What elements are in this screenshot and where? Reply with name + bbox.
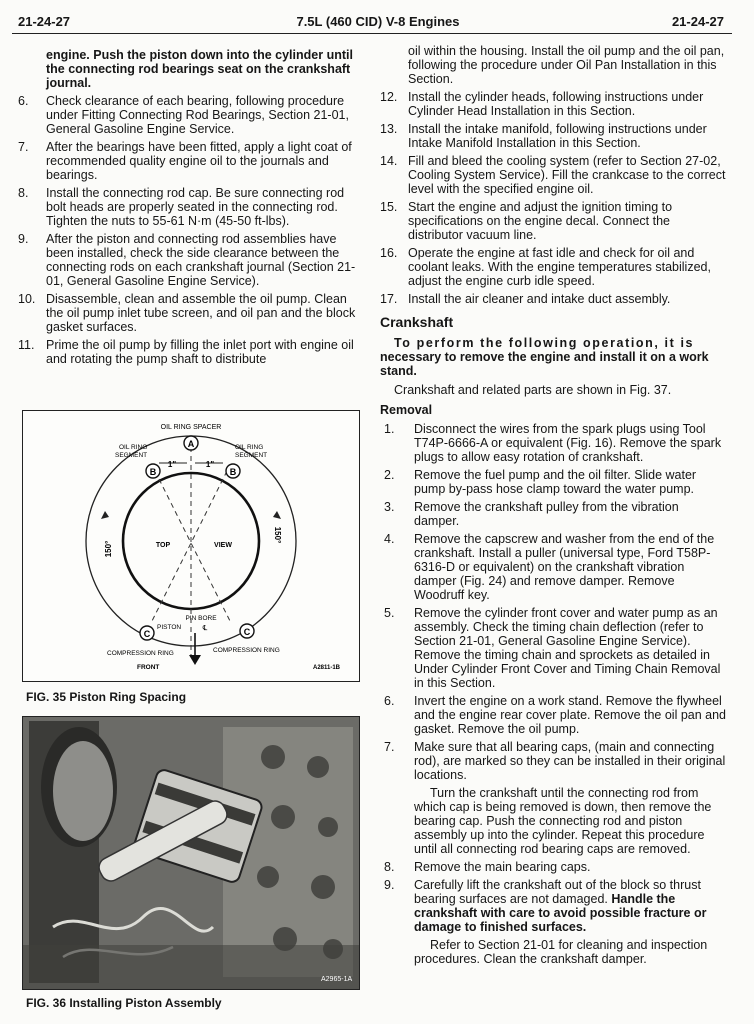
page-header: [0, 0, 754, 34]
removal-step-7: [380, 740, 726, 782]
label-compression-ring-left: COMPRESSION RING: [107, 650, 174, 657]
step-number: 2.: [384, 468, 395, 482]
step-text: Remove the crankshaft pulley from the vibration damper.: [414, 500, 679, 528]
label-pin-bore-symbol: ℄: [202, 625, 208, 632]
right-continuation-paragraph: oil within the housing. Install the oil pump and the oil pan, following the procedure under Oil Pan Installation in this Section.: [408, 44, 725, 86]
lower-shadow: [23, 945, 359, 989]
step-text: Install the air cleaner and intake duct assembly.: [408, 292, 671, 306]
page-title: 7.5L (460 CID) V-8 Engines: [296, 14, 460, 29]
step-text: Remove the fuel pump and the oil filter. Slide water pump by-pass hose clamp toward the water pump.: [414, 468, 697, 496]
step-text: Install the connecting rod cap. Be sure connecting rod bolt heads are properly seated in the connecting rod. Tighten the nuts to 55-61 N·m (45-50 ft-lbs).: [46, 186, 345, 228]
step-number: 9.: [18, 232, 29, 246]
warning-rest: necessary to remove the engine and install it on a work stand.: [380, 350, 709, 378]
step-14: [380, 154, 726, 196]
step-13: [380, 122, 726, 150]
label-front: FRONT: [137, 664, 160, 671]
removal-step-5: [380, 606, 726, 690]
step-17: [380, 292, 726, 306]
label-1in-right: 1": [205, 460, 215, 469]
subsection-title-removal: Removal: [380, 403, 433, 417]
label-compression-ring-right: COMPRESSION RING: [213, 647, 280, 654]
step-8: [18, 186, 362, 228]
figure-code: A2811-1B: [313, 665, 341, 671]
final-paragraph: Refer to Section 21-01 for cleaning and inspection procedures. Clean the crankshaft damper.: [414, 938, 708, 966]
step-number: 13.: [380, 122, 398, 136]
step-text: Invert the engine on a work stand. Remove the flywheel and the engine rear cover plate. Remove the oil pan and gasket. Remove the oil pump.: [414, 694, 727, 736]
removal-step-3: [380, 500, 726, 528]
step-text: Check clearance of each bearing, following procedure under Fitting Connecting Rod Bearings, Section 21-01, General Gasoline Engine Service.: [46, 94, 349, 136]
label-oil-ring-right-1: OIL RING: [235, 444, 264, 451]
label-150-right: 150°: [273, 526, 282, 544]
step-15: [380, 200, 726, 242]
label-1in-left: 1": [167, 460, 177, 469]
warning-paragraph: [380, 336, 726, 378]
label-piston: PISTON: [157, 624, 182, 631]
marker-c-left: [140, 626, 154, 640]
step-12: [380, 90, 726, 118]
cylinder-bore-inner: [53, 741, 113, 841]
step-number: 12.: [380, 90, 398, 104]
step-text: Operate the engine at fast idle and check for oil and coolant leaks. With the engine temperatures stabilized, adjust the engine curb idle speed.: [408, 246, 711, 288]
page-number-left: 21-24-27: [18, 14, 71, 29]
label-150-left: 150°: [104, 540, 113, 558]
marker-c-label: C: [243, 627, 251, 637]
section-title-crankshaft: Crankshaft: [380, 314, 454, 330]
step-text: [414, 878, 726, 934]
step-10: [18, 292, 362, 334]
step-6: [18, 94, 362, 136]
step-text: Prime the oil pump by filling the inlet port with engine oil and rotating the pump shaft to distribute: [46, 338, 354, 366]
step-number: 4.: [384, 532, 395, 546]
step-text: Start the engine and adjust the ignition timing to specifications on the engine decal. Connect the distributor vacuum line.: [408, 200, 673, 242]
front-arrow-head: [189, 655, 201, 665]
step-number: 8.: [18, 186, 29, 200]
figure-installing-piston-photo: [22, 716, 360, 990]
figure-35-caption: FIG. 35 Piston Ring Spacing: [26, 690, 187, 704]
step-7: [18, 140, 362, 182]
label-oil-ring-left-2: SEGMENT: [115, 452, 148, 459]
step-text-plain: Carefully lift the crankshaft out of the block so thrust bearing surfaces are not damaged.: [414, 878, 701, 906]
label-oil-ring-spacer: OIL RING SPACER: [160, 424, 222, 431]
step-number: 7.: [18, 140, 29, 154]
step-number: 11.: [18, 338, 35, 352]
step-number: 6.: [18, 94, 29, 108]
step-text: Remove the cylinder front cover and water pump as an assembly. Check the timing chain deflection (refer to Section 21-01, General Gasoline Engine Service). Remove the timing chain and sprockets as detailed in Under Cylinder Front Cover and Timing Chain Removal in this Section.: [414, 606, 721, 690]
marker-a-label: A: [187, 439, 195, 449]
step-11: [18, 338, 362, 366]
marker-c-label: C: [143, 629, 151, 639]
header-rule: [12, 33, 732, 34]
marker-c-right: [240, 624, 254, 638]
arrow-head-left: [101, 511, 109, 519]
marker-a: [184, 436, 198, 450]
removal-step-4: [380, 532, 726, 602]
piston-install-photo: [23, 717, 359, 989]
marker-b-right: [226, 464, 240, 478]
step-text: After the bearings have been fitted, apply a light coat of recommended quality engine oil to the journals and bearings.: [46, 140, 352, 182]
figure-36-caption: FIG. 36 Installing Piston Assembly: [26, 996, 222, 1010]
label-top: TOP: [155, 542, 171, 549]
step-number: 16.: [380, 246, 398, 260]
step-text: Disconnect the wires from the spark plugs using Tool T74P-6666-A or equivalent (Fig. 16). Remove the spark plugs to allow easy rotation of crankshaft.: [414, 422, 722, 464]
left-column: [18, 48, 362, 370]
step-text: Make sure that all bearing caps, (main and connecting rod), are marked so they can be installed in their original locations.: [414, 740, 726, 782]
step-text: Fill and bleed the cooling system (refer to Section 27-02, Cooling System Service). Fill the crankcase to the correct level with the specified engine oil.: [408, 154, 726, 196]
page-number-right: 21-24-27: [671, 14, 724, 29]
ring-spacing-diagram: [23, 411, 359, 681]
step-number: 7.: [384, 740, 395, 754]
warning-lead: To perform the following operation, it is: [394, 336, 695, 350]
step-text: Install the cylinder heads, following instructions under Cylinder Head Installation in this Section.: [408, 90, 704, 118]
marker-b-label: B: [149, 467, 157, 477]
step-number: 14.: [380, 154, 398, 168]
step-number: 3.: [384, 500, 395, 514]
marker-b-left: [146, 464, 160, 478]
removal-step-6: [380, 694, 726, 736]
step-number: 9.: [384, 878, 395, 892]
step-text-caution: Handle the crankshaft with care to avoid possible fracture or damage to finished surfaces.: [414, 892, 707, 934]
step-text: Remove the capscrew and washer from the end of the crankshaft. Install a puller (universal type, Ford T58P-6316-D or equivalent) on the crankshaft vibration damper (Fig. 24) and remove damper. Remove Woodruff key.: [414, 532, 715, 602]
step-number: 8.: [384, 860, 395, 874]
step-number: 10.: [18, 292, 36, 306]
left-intro-paragraph: engine. Push the piston down into the cylinder until the connecting rod bearings seat on the crankshaft journal.: [46, 48, 353, 90]
step-text: After the piston and connecting rod assemblies have been installed, check the side clearance between the connecting rods on each crankshaft journal (Section 21-01, General Gasoline Engine Service).: [46, 232, 356, 288]
step-number: 1.: [384, 422, 395, 436]
arrow-head-right: [273, 511, 281, 519]
marker-b-label: B: [229, 467, 237, 477]
label-view: VIEW: [214, 542, 232, 549]
step-number: 17.: [380, 292, 398, 306]
removal-step-7-paragraph: Turn the crankshaft until the connecting rod from which cap is being removed is down, then remove the bearing cap. Push the connecting rod and piston assembly up into the cylinder. Repeat this procedure until all connecting rod bearing caps are removed.: [414, 786, 712, 856]
step-16: [380, 246, 726, 288]
step-9: [18, 232, 362, 288]
right-column: [380, 44, 726, 970]
step-text: Remove the main bearing caps.: [414, 860, 591, 874]
label-oil-ring-left-1: OIL RING: [119, 444, 148, 451]
step-number: 6.: [384, 694, 395, 708]
step-text: Install the intake manifold, following instructions under Intake Manifold Installation in this Section.: [408, 122, 707, 150]
removal-step-2: [380, 468, 726, 496]
step-number: 15.: [380, 200, 398, 214]
step-text: Disassemble, clean and assemble the oil pump. Clean the oil pump inlet tube screen, and oil pan and the block gasket surfaces.: [46, 292, 356, 334]
label-pin-bore: PIN BORE: [185, 615, 217, 622]
removal-step-8: [380, 860, 726, 874]
figure-code: A2965-1A: [321, 976, 353, 983]
crankshaft-intro: Crankshaft and related parts are shown in Fig. 37.: [394, 383, 672, 397]
label-oil-ring-right-2: SEGMENT: [235, 452, 268, 459]
removal-step-9: [380, 878, 726, 934]
figure-piston-ring-spacing: [22, 410, 360, 682]
removal-step-1: [380, 422, 726, 464]
step-number: 5.: [384, 606, 395, 620]
